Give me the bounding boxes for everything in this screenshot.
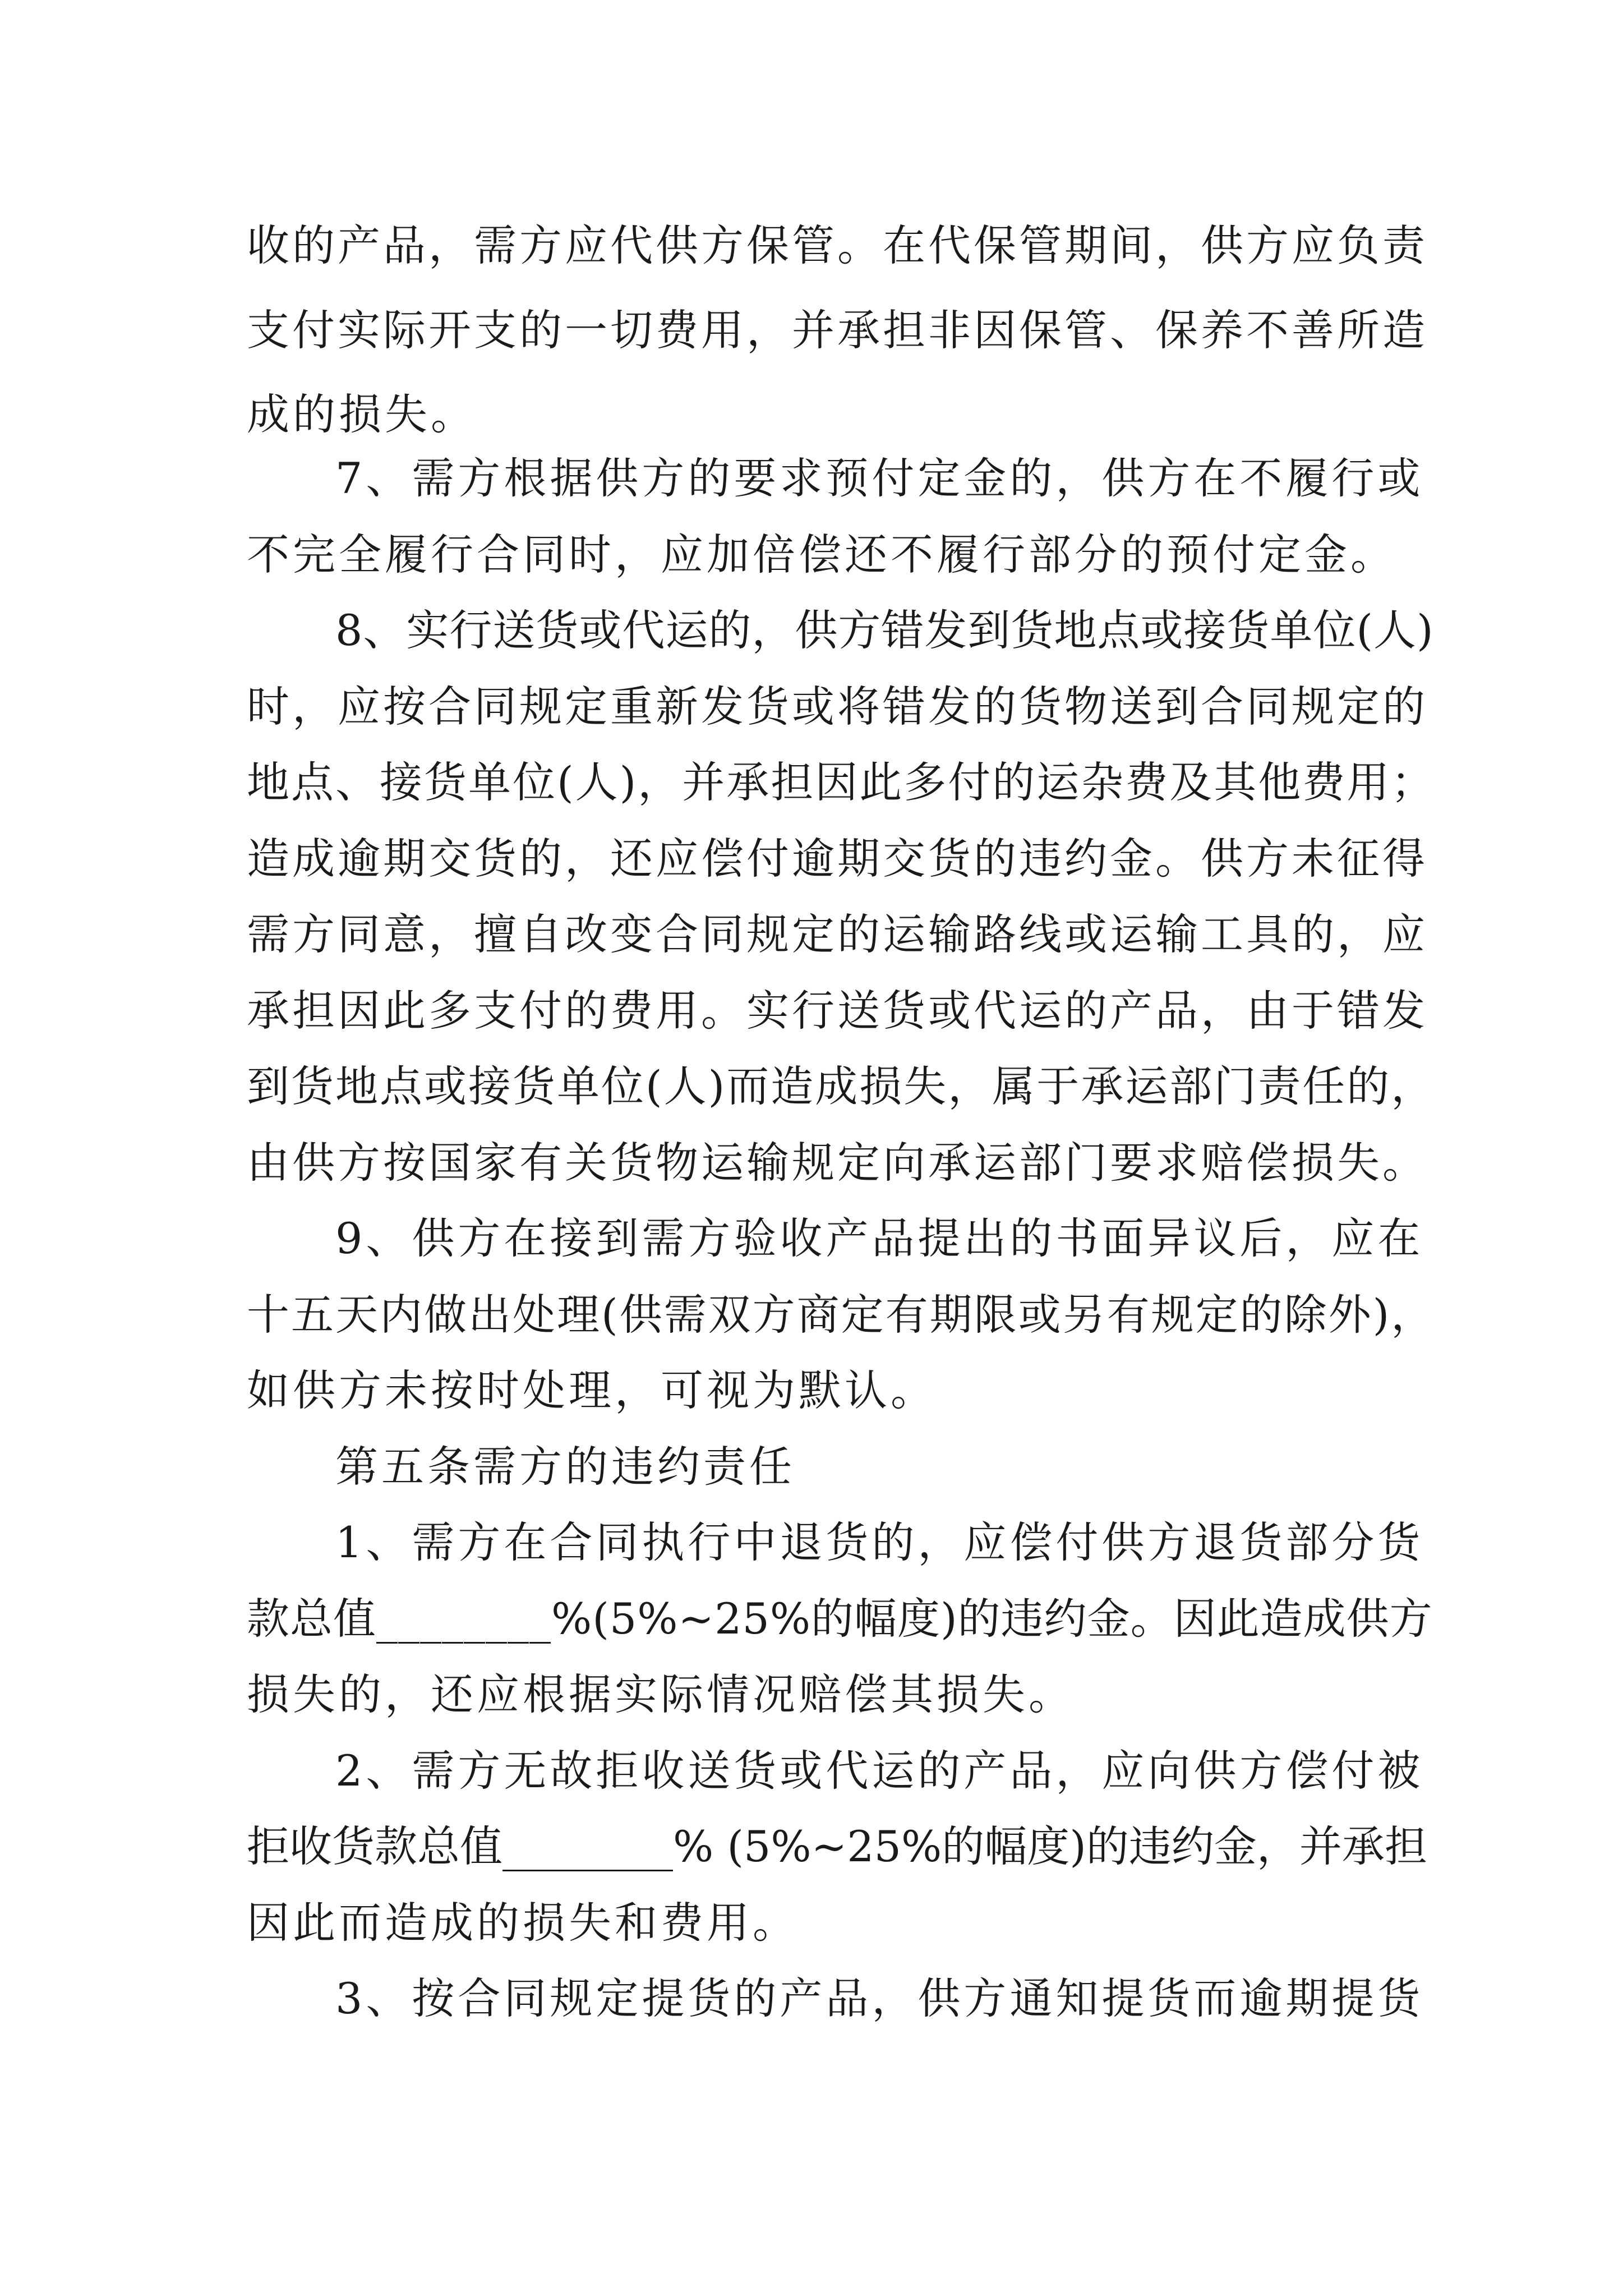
text-line: 需方同意，擅自改变合同规定的运输路线或运输工具的，应 <box>247 909 1428 959</box>
text-line: 承担因此多支付的费用。实行送货或代运的产品，由于错发 <box>247 986 1428 1036</box>
text-line: 9、供方在接到需方验收产品提出的书面异议后，应在 <box>335 1213 1424 1263</box>
text-line: 损失的，还应根据实际情况赔偿其损失。 <box>247 1669 1075 1719</box>
text-line: 地点、接货单位(人)，并承担因此多付的运杂费及其他费用； <box>247 757 1436 807</box>
section-heading: 第五条需方的违约责任 <box>335 1442 795 1492</box>
text-line: 成的损失。 <box>247 389 477 439</box>
text-line: 3、按合同规定提货的产品，供方通知提货而逾期提货 <box>335 1973 1424 2023</box>
text-line: 如供方未按时处理，可视为默认。 <box>247 1365 937 1415</box>
text-line: 款总值________%(5%~25%的幅度)的违约金。因此造成供方 <box>247 1594 1433 1644</box>
text-line: 拒收货款总值________% (5%~25%的幅度)的违约金，并承担 <box>247 1821 1427 1871</box>
text-line: 不完全履行合同时，应加倍偿还不履行部分的预付定金。 <box>247 530 1396 579</box>
text-line: 十五天内做出处理(供需双方商定有期限或另有规定的除外)， <box>247 1290 1436 1340</box>
text-line: 1、需方在合同执行中退货的，应偿付供方退货部分货 <box>335 1517 1424 1567</box>
text-line: 2、需方无故拒收送货或代运的产品，应向供方偿付被 <box>335 1746 1424 1796</box>
text-line: 支付实际开支的一切费用，并承担非因保管、保养不善所造 <box>247 305 1428 355</box>
text-line: 收的产品，需方应代供方保管。在代保管期间，供方应负责 <box>247 220 1428 270</box>
text-line: 造成逾期交货的，还应偿付逾期交货的违约金。供方未征得 <box>247 834 1428 884</box>
text-line: 7、需方根据供方的要求预付定金的，供方在不履行或 <box>335 453 1424 503</box>
text-line: 到货地点或接货单位(人)而造成损失，属于承运部门责任的， <box>247 1061 1436 1111</box>
text-line: 因此而造成的损失和费用。 <box>247 1898 799 1948</box>
text-line: 8、实行送货或代运的，供方错发到货地点或接货单位(人) <box>335 605 1434 655</box>
text-line: 时，应按合同规定重新发货或将错发的货物送到合同规定的 <box>247 682 1428 731</box>
text-line: 由供方按国家有关货物运输规定向承运部门要求赔偿损失。 <box>247 1138 1428 1188</box>
